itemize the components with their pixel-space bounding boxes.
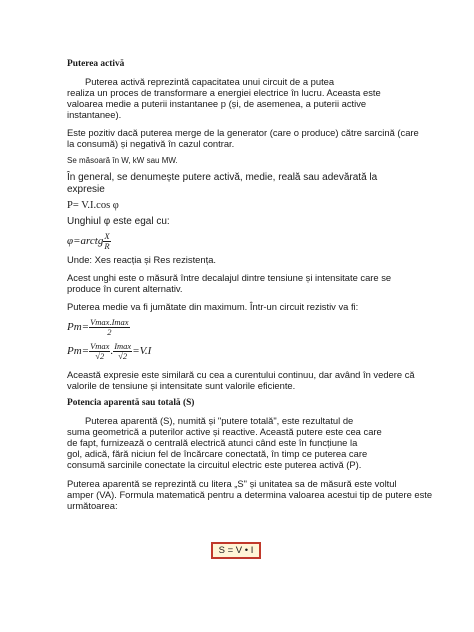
paragraph-line: Puterea activă reprezintă capacitatea unui circuit de a putea: [85, 76, 335, 87]
fraction: [103, 232, 110, 251]
paragraph-line: suma geometrică a puterilor active și reactive. Această putere este cea care: [67, 426, 382, 437]
paragraph-line: Această expresie este similară cu cea a curentului continuu, dar având în vedere că: [67, 369, 415, 380]
fraction-denominator: R: [104, 240, 110, 251]
fraction-numerator: Vmax: [90, 340, 110, 351]
paragraph-line: Acest unghi este o măsură între decalajul dintre tensiune și intensitate care se: [67, 272, 392, 283]
section-title-active-power: Puterea activă: [67, 59, 125, 69]
fraction-denominator: 2: [107, 326, 112, 337]
paragraph-line: expresie: [67, 184, 105, 195]
formula-mean-power-2: [67, 340, 151, 362]
paragraph-line: consumă sarcinile conectate la circuitul electric este puterea activă (P).: [67, 459, 362, 470]
paragraph-line: valoarea medie a puterii instantanee p (și, de asemenea, a puterii active: [67, 98, 367, 109]
paragraph-line: amper (VA). Formula matematică pentru a determina valoarea acestui tip de putere este: [67, 489, 433, 500]
paragraph-line: Unghiul φ este egal cu:: [67, 216, 170, 227]
fraction-numerator: Vmax.Imax: [90, 316, 129, 327]
paragraph-line: În general, se denumește putere activă, medie, reală sau adevărată la: [67, 172, 378, 183]
paragraph-line: instantanee).: [67, 109, 122, 120]
paragraph-line: la consumă) și negativă în cazul contrar.: [67, 138, 235, 149]
paragraph-line: de fapt, furnizează o centrală electrică atunci când este în funcțiune la: [67, 437, 358, 448]
formula-rhs: =V.I: [132, 345, 152, 357]
fraction: [89, 318, 129, 337]
formula-lhs: φ=arctg: [67, 235, 104, 247]
fraction-denominator: √2: [118, 350, 128, 361]
paragraph-line: produce în curent alternativ.: [67, 283, 183, 294]
fraction: [89, 342, 110, 361]
paragraph-line: Puterea aparentă (S), numită și "putere totală", este rezultatul de: [85, 415, 354, 426]
formula-active-power: P= V.I.cos φ: [67, 200, 119, 211]
formula-angle: [67, 231, 111, 251]
paragraph-line: Se măsoară în W, kW sau MW.: [67, 156, 178, 165]
formula-mean-power-1: [67, 316, 130, 338]
paragraph-line: gol, adică, fără niciun fel de încărcare conectată, în timp ce puterea care: [67, 448, 368, 459]
paragraph-line: Puterea aparentă se reprezintă cu litera „S" și unitatea sa de măsură este voltul: [67, 478, 397, 489]
fraction: [113, 342, 132, 361]
fraction-denominator: √2: [95, 350, 105, 361]
paragraph-line: următoarea:: [67, 500, 118, 511]
formula-apparent-power-box: [211, 542, 261, 559]
formula-lhs: Pm=: [67, 321, 90, 333]
paragraph-line: Este pozitiv dacă puterea merge de la generator (care o produce) către sarcină (care: [67, 127, 419, 138]
fraction-numerator: X: [104, 230, 110, 241]
fraction-numerator: Imax: [114, 340, 132, 351]
paragraph-line: Unde: Xes reacția și Res rezistența.: [67, 254, 217, 265]
section-title-apparent-power: Potencia aparentă sau totală (S): [67, 398, 195, 408]
paragraph-line: Puterea medie va fi jumătate din maximum. Într-un circuit rezistiv va fi:: [67, 301, 359, 312]
formula-dot: .: [110, 345, 114, 357]
paragraph-line: valorile de tensiune și intensitate sunt valorile eficiente.: [67, 380, 296, 391]
formula-lhs: Pm=: [67, 345, 90, 357]
formula-apparent-power: S = V • I: [218, 545, 254, 556]
paragraph-line: realiza un proces de transformare a energiei electrice în lucru. Aceasta este: [67, 87, 381, 98]
